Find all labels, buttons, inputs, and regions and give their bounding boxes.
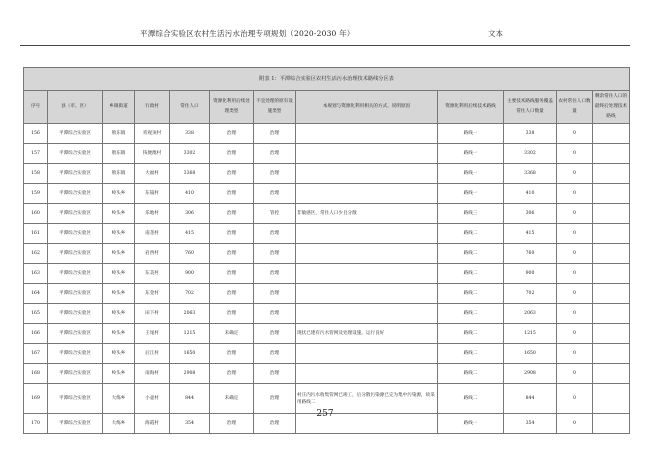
cell-village: 小壶村 xyxy=(135,384,170,414)
cell-rural: 0 xyxy=(557,324,593,344)
table-row xyxy=(24,124,630,144)
cell-town: 敖东镇 xyxy=(103,164,135,184)
cell-t2: 治理 xyxy=(254,384,296,414)
cell-county: 平潭综合实验区 xyxy=(48,264,103,284)
cell-no: 166 xyxy=(24,324,48,344)
cell-rest xyxy=(593,344,630,364)
cell-pop: 3302 xyxy=(170,144,210,164)
cell-served: 900 xyxy=(504,264,557,284)
cell-note: 现状已建有污水管网及处理设施，运行良好 xyxy=(296,324,438,344)
cell-t1: 未确定 xyxy=(210,384,254,414)
cell-rest xyxy=(593,144,630,164)
cell-town: 岭头乡 xyxy=(103,284,135,304)
cell-no: 168 xyxy=(24,364,48,384)
cell-t1: 治理 xyxy=(210,304,254,324)
cell-county: 平潭综合实验区 xyxy=(48,284,103,304)
cell-served: 410 xyxy=(504,184,557,204)
cell-village: 乐地村 xyxy=(135,204,170,224)
cell-village: 大福村 xyxy=(135,164,170,184)
table-caption: 附表 1：平潭综合实验区农村生活污水治理技术路线分区表 xyxy=(24,68,630,91)
cell-no: 167 xyxy=(24,344,48,364)
cell-route: 路线二 xyxy=(438,304,504,324)
cell-county: 平潭综合实验区 xyxy=(48,164,103,184)
cell-no: 159 xyxy=(24,184,48,204)
cell-village: 东镜村 xyxy=(135,184,170,204)
cell-pop: 415 xyxy=(170,224,210,244)
col-header: 常住人口 xyxy=(170,91,210,124)
cell-note xyxy=(296,244,438,264)
cell-town: 岭头乡 xyxy=(103,264,135,284)
cell-village: 东金村 xyxy=(135,284,170,304)
cell-village: 东美村 xyxy=(135,264,170,284)
table-row xyxy=(24,364,630,384)
page-number: 257 xyxy=(316,409,334,419)
cell-t1: 治理 xyxy=(210,414,254,434)
cell-county: 平潭综合实验区 xyxy=(48,184,103,204)
cell-no: 164 xyxy=(24,284,48,304)
cell-t1: 治理 xyxy=(210,144,254,164)
cell-county: 平潭综合实验区 xyxy=(48,364,103,384)
cell-route: 路线二 xyxy=(438,264,504,284)
cell-route: 路线二 xyxy=(438,344,504,364)
page-header xyxy=(20,28,630,42)
cell-county: 平潭综合实验区 xyxy=(48,144,103,164)
col-header: 乡镇街道 xyxy=(103,91,135,124)
table-row xyxy=(24,304,630,324)
cell-no: 170 xyxy=(24,414,48,434)
cell-route: 路线一 xyxy=(438,414,504,434)
col-header: 行政村 xyxy=(135,91,170,124)
table-body xyxy=(24,124,630,434)
cell-county: 平潭综合实验区 xyxy=(48,244,103,264)
cell-t2: 治理 xyxy=(254,264,296,284)
cell-served: 2063 xyxy=(504,304,557,324)
cell-t2: 治理 xyxy=(254,224,296,244)
cell-village: 青观顶村 xyxy=(135,124,170,144)
col-header: 剩余常住人口的最终后处理技术路线 xyxy=(593,91,630,124)
cell-town: 岭头乡 xyxy=(103,184,135,204)
cell-town: 大练乡 xyxy=(103,384,135,414)
cell-t2: 治理 xyxy=(254,124,296,144)
document-tag: 文本 xyxy=(488,29,503,38)
cell-note xyxy=(296,264,438,284)
col-header: 本规划与资源化利用相关的方式、说明原因 xyxy=(296,91,438,124)
cell-rest xyxy=(593,184,630,204)
cell-county: 平潭综合实验区 xyxy=(48,124,103,144)
cell-no: 165 xyxy=(24,304,48,324)
cell-t1: 治理 xyxy=(210,204,254,224)
cell-rural: 0 xyxy=(557,204,593,224)
cell-town: 大练乡 xyxy=(103,414,135,434)
cell-county: 平潭综合实验区 xyxy=(48,384,103,414)
cell-county: 平潭综合实验区 xyxy=(48,414,103,434)
cell-rest xyxy=(593,244,630,264)
document-title: 平潭综合实验区农村生活污水治理专项规划（2020-2030 年） xyxy=(140,29,355,38)
table-row xyxy=(24,164,630,184)
cell-t2: 治理 xyxy=(254,244,296,264)
cell-served: 354 xyxy=(504,414,557,434)
cell-no: 169 xyxy=(24,384,48,414)
cell-rest xyxy=(593,164,630,184)
cell-rural: 0 xyxy=(557,344,593,364)
cell-rural: 0 xyxy=(557,244,593,264)
col-header: 序号 xyxy=(24,91,48,124)
cell-rural: 0 xyxy=(557,364,593,384)
cell-t2: 治理 xyxy=(254,344,296,364)
cell-rest xyxy=(593,224,630,244)
cell-village: 后江村 xyxy=(135,344,170,364)
cell-pop: 844 xyxy=(170,384,210,414)
cell-no: 161 xyxy=(24,224,48,244)
cell-no: 158 xyxy=(24,164,48,184)
table-row xyxy=(24,344,630,364)
cell-t2: 治理 xyxy=(254,284,296,304)
col-header: 主要技术路线服务覆盖常住人口数量 xyxy=(504,91,557,124)
cell-note xyxy=(296,224,438,244)
cell-t1: 治理 xyxy=(210,264,254,284)
cell-t1: 未确定 xyxy=(210,324,254,344)
cell-county: 平潭综合实验区 xyxy=(48,344,103,364)
cell-village: 海霞村 xyxy=(135,414,170,434)
cell-pop: 900 xyxy=(170,264,210,284)
cell-county: 平潭综合实验区 xyxy=(48,304,103,324)
cell-route: 路线二 xyxy=(438,284,504,304)
cell-t2: 治理 xyxy=(254,144,296,164)
table-row xyxy=(24,244,630,264)
table-row xyxy=(24,324,630,344)
cell-rural: 0 xyxy=(557,124,593,144)
cell-rural: 0 xyxy=(557,144,593,164)
cell-rest xyxy=(593,264,630,284)
cell-rest xyxy=(593,364,630,384)
cell-route: 路线一 xyxy=(438,144,504,164)
cell-t2: 管控 xyxy=(254,204,296,224)
cell-route: 路线二 xyxy=(438,364,504,384)
cell-rural: 0 xyxy=(557,224,593,244)
cell-rest xyxy=(593,124,630,144)
cell-village: 王尾村 xyxy=(135,324,170,344)
cell-village: 南海村 xyxy=(135,364,170,384)
cell-t1: 治理 xyxy=(210,364,254,384)
cell-served: 844 xyxy=(504,384,557,414)
cell-rest xyxy=(593,324,630,344)
cell-route: 路线一 xyxy=(438,164,504,184)
cell-t1: 治理 xyxy=(210,124,254,144)
cell-note: 非敏感区，常住人口少且分散 xyxy=(296,204,438,224)
cell-town: 岭头乡 xyxy=(103,304,135,324)
col-header: 农村常住人口数量 xyxy=(557,91,593,124)
cell-rural: 0 xyxy=(557,164,593,184)
cell-served: 338 xyxy=(504,124,557,144)
cell-route: 路线一 xyxy=(438,184,504,204)
cell-t2: 治理 xyxy=(254,324,296,344)
cell-no: 157 xyxy=(24,144,48,164)
cell-pop: 2063 xyxy=(170,304,210,324)
cell-rural: 0 xyxy=(557,414,593,434)
cell-no: 162 xyxy=(24,244,48,264)
cell-route: 路线一 xyxy=(438,124,504,144)
cell-town: 岭头乡 xyxy=(103,344,135,364)
cell-route: 路线三 xyxy=(438,204,504,224)
cell-t1: 治理 xyxy=(210,284,254,304)
cell-note xyxy=(296,124,438,144)
table-row xyxy=(24,204,630,224)
cell-t1: 治理 xyxy=(210,224,254,244)
header-rule xyxy=(20,45,630,46)
cell-pop: 338 xyxy=(170,124,210,144)
col-header: 资源化利用后续技术路线 xyxy=(438,91,504,124)
table-container xyxy=(23,67,629,434)
cell-pop: 1215 xyxy=(170,324,210,344)
cell-rural: 0 xyxy=(557,184,593,204)
cell-rest xyxy=(593,204,630,224)
cell-town: 岭头乡 xyxy=(103,364,135,384)
table-row xyxy=(24,184,630,204)
col-header: 资源化利用后续处理类型 xyxy=(210,91,254,124)
cell-pop: 702 xyxy=(170,284,210,304)
cell-village: 岩西村 xyxy=(135,244,170,264)
cell-town: 岭头乡 xyxy=(103,324,135,344)
cell-no: 163 xyxy=(24,264,48,284)
col-header: 县（市、区） xyxy=(48,91,103,124)
cell-route: 路线二 xyxy=(438,384,504,414)
cell-pop: 1650 xyxy=(170,344,210,364)
col-header: 不宜处理的原有设施类型 xyxy=(254,91,296,124)
cell-rural: 0 xyxy=(557,264,593,284)
cell-county: 平潭综合实验区 xyxy=(48,224,103,244)
route-zoning-table xyxy=(23,67,630,434)
table-row xyxy=(24,264,630,284)
table-row xyxy=(24,284,630,304)
cell-town: 敖东镇 xyxy=(103,124,135,144)
cell-rural: 0 xyxy=(557,304,593,324)
cell-t2: 治理 xyxy=(254,164,296,184)
cell-town: 岭头乡 xyxy=(103,204,135,224)
cell-note xyxy=(296,184,438,204)
cell-town: 岭头乡 xyxy=(103,224,135,244)
cell-pop: 306 xyxy=(170,204,210,224)
cell-pop: 354 xyxy=(170,414,210,434)
cell-pop: 410 xyxy=(170,184,210,204)
cell-note xyxy=(296,284,438,304)
cell-t2: 治理 xyxy=(254,184,296,204)
cell-rural: 0 xyxy=(557,384,593,414)
cell-served: 1215 xyxy=(504,324,557,344)
cell-t2: 治理 xyxy=(254,364,296,384)
cell-route: 路线二 xyxy=(438,224,504,244)
table-row xyxy=(24,144,630,164)
cell-rest xyxy=(593,304,630,324)
cell-rural: 0 xyxy=(557,284,593,304)
cell-served: 415 xyxy=(504,224,557,244)
cell-pop: 2908 xyxy=(170,364,210,384)
cell-t1: 治理 xyxy=(210,164,254,184)
cell-served: 2908 xyxy=(504,364,557,384)
cell-route: 路线二 xyxy=(438,244,504,264)
cell-note xyxy=(296,304,438,324)
cell-town: 敖东镇 xyxy=(103,144,135,164)
cell-note xyxy=(296,344,438,364)
cell-served: 306 xyxy=(504,204,557,224)
cell-village: 钱便澳村 xyxy=(135,144,170,164)
table-row xyxy=(24,224,630,244)
cell-note xyxy=(296,164,438,184)
cell-no: 160 xyxy=(24,204,48,224)
cell-served: 760 xyxy=(504,244,557,264)
cell-village: 田下村 xyxy=(135,304,170,324)
cell-t2: 治理 xyxy=(254,304,296,324)
cell-note: 村庄内污水收集管网已竣工，后分散污染源已完为集中污染源，故采用路线二 xyxy=(296,384,438,414)
cell-note xyxy=(296,364,438,384)
cell-served: 1650 xyxy=(504,344,557,364)
cell-note xyxy=(296,144,438,164)
cell-town: 岭头乡 xyxy=(103,244,135,264)
cell-rest xyxy=(593,284,630,304)
cell-t1: 治理 xyxy=(210,344,254,364)
cell-route: 路线二 xyxy=(438,324,504,344)
cell-county: 平潭综合实验区 xyxy=(48,324,103,344)
cell-no: 156 xyxy=(24,124,48,144)
cell-served: 702 xyxy=(504,284,557,304)
cell-county: 平潭综合实验区 xyxy=(48,204,103,224)
cell-village: 南垄村 xyxy=(135,224,170,244)
cell-t2: 治理 xyxy=(254,414,296,434)
cell-served: 3302 xyxy=(504,144,557,164)
cell-pop: 760 xyxy=(170,244,210,264)
cell-pop: 3368 xyxy=(170,164,210,184)
cell-served: 3368 xyxy=(504,164,557,184)
cell-t1: 治理 xyxy=(210,244,254,264)
cell-t1: 治理 xyxy=(210,184,254,204)
